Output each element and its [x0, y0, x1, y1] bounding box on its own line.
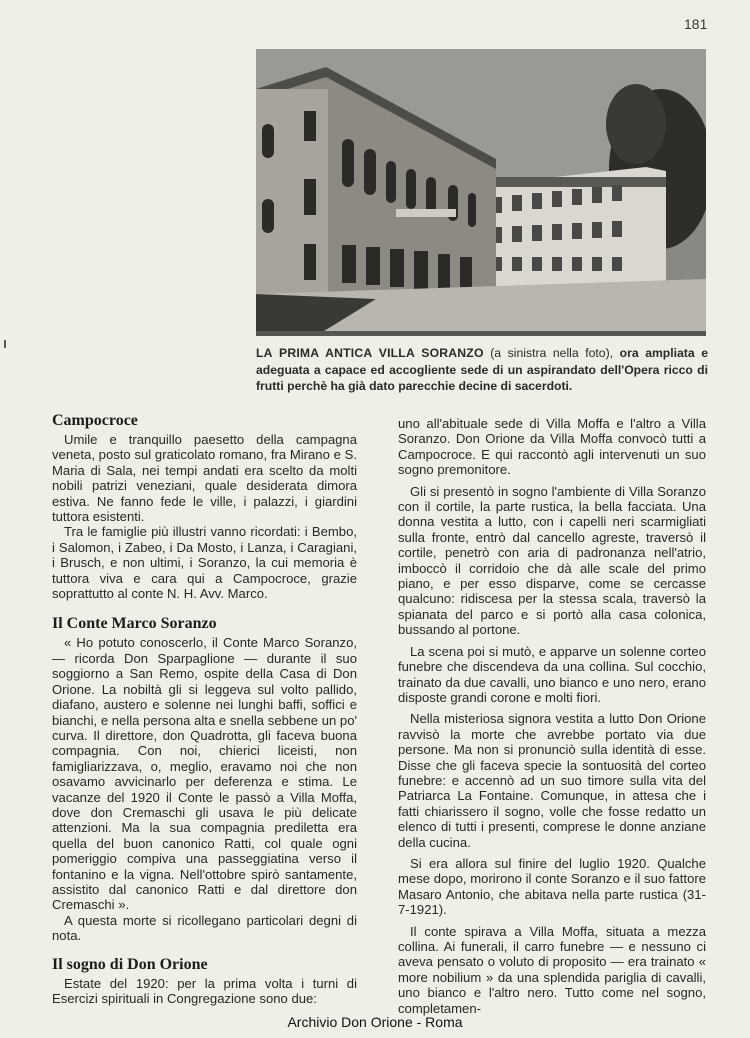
right-paragraph-4: Nella misteriosa signora vestita a lutto Don Orione ravvisò la morte che avrebbe portato via due persone. Ma non si pronunciò sulla identità di esse. Disse che gli faceva specie la sontuosità del corteo funebre: e accennò ad un suo timore sulla vita del Patriarca La Fontaine. Comunque, in attesa che i fatti chiarissero il sogno, volle che fosse redatto un elenco di tutti i presenti, comprese le donne anziane della cucina. [398, 711, 706, 850]
right-paragraph-1: uno all'abituale sede di Villa Moffa e l'altro a Villa Soranzo. Don Orione da Villa Moffa convocò tutti a Campocroce. E qui raccontò agli intervenuti un suo sogno premonitore. [398, 416, 706, 478]
heading-sogno-don-orione: Il sogno di Don Orione [52, 955, 208, 973]
archive-footer: Archivio Don Orione - Roma [287, 1014, 463, 1030]
sogno-paragraph-1: Estate del 1920: per la prima volta i turni di Esercizi spirituali in Congregazione sono due: [52, 975, 357, 1006]
left-column [52, 410, 357, 1006]
campocroce-paragraph-1: Umile e tranquillo paesetto della campagna veneta, posto sul graticolato romano, fra Mirano e S. Maria di Sala, nei tempi andati era scelto da molti nobili patrizi veneziani, quale desiderata dimora estiva. Ne fanno fede le ville, i palazzi, i giardini tuttora esistenti. [52, 432, 357, 525]
campocroce-paragraph-2: Tra le famiglie più illustri vanno ricordati: i Bembo, i Salomon, i Zabeo, i Da Mosto, i Lanza, i Caragiani, i Brusch, e non ultimi, i Soranzo, la cui memoria è tuttora viva e cara qui a Campocroce, grazie soprattutto al conte N. H. Avv. Marco. [52, 524, 357, 602]
right-paragraph-6: Il conte spirava a Villa Moffa, situata a mezza collina. Ai funerali, il carro funebre — e nessuno ci aveva pensato o voluto di proposito — era trainato « more nobilium » da una splendida pariglia di cavalli, uno bianco e l'altro nero. Tutto come nel sogno, completamen- [398, 923, 706, 1016]
photo-caption [256, 345, 708, 395]
right-paragraph-5: Si era allora sul finire del luglio 1920. Qualche mese dopo, morirono il conte Soranzo e il suo fattore Masaro Antonio, che abitava nella parte rustica (31-7-1921). [398, 855, 706, 918]
right-paragraph-3: La scena poi si mutò, e apparve un solenne corteo funebre che discendeva da una collina. Sul cocchio, trainato da due cavalli, uno bianco e uno nero, erano disposte grandi corone e molti fiori. [398, 643, 706, 705]
conte-paragraph-2: A questa morte si ricollegano particolari degni di nota. [52, 912, 357, 944]
villa-photo [256, 49, 706, 336]
heading-campocroce: Campocroce [52, 412, 138, 429]
caption-body: ora ampliata e adeguata a capace ed accogliente sede di un aspirandato dell'Opera ricco di frutti perchè ha già dato parecchie decine di sacerdoti. [256, 346, 709, 393]
heading-conte-marco-soranzo: Il Conte Marco Soranzo [52, 615, 217, 633]
caption-title: LA PRIMA ANTICA VILLA SORANZO [256, 346, 484, 360]
caption-note: (a sinistra nella foto), [490, 346, 614, 360]
villa-photo-drawing [256, 49, 706, 336]
page-number: 181 [684, 16, 708, 32]
conte-paragraph-1: « Ho potuto conoscerlo, il Conte Marco Soranzo, — ricorda Don Sparpaglione — durante il suo soggiorno a San Remo, ospite della Casa di Don Orione. La nobiltà gli si leggeva sul volto pallido, diafano, austero e solenne nei lunghi baffi, soffici e bianchi, e nella persona alta e snella sebbene un po' curva. Il direttore, don Quadrotta, gli faceva buona compagnia. Con noi, chierici liceisti, non famigliarizzava, o, meglio, eravamo noi che non osavamo avvicinarlo per deferenza e stima. Le vacanze del 1920 il Conte le passò a Villa Moffa, dove don Cremaschi gli usava le più delicate attenzioni. Ma la sua compagnia prediletta era quella del buon canonico Ratti, col quale ogni pomeriggio compiva una passeggiatina verso il fontanino e la vigna. Nell'ottobre spirò santamente, assistito dal canonico Ratti e dal direttore don Cremaschi ». [52, 635, 357, 913]
right-paragraph-2: Gli si presentò in sogno l'ambiente di Villa Soranzo con il cortile, la parte rustica, la bella facciata. Una donna vestita a lutto, con i capelli neri scarmigliati sulla fronte, entrò dal cancello agreste, traversò il cortile, penetrò con aria di padronanza nell'atrio, imboccò il corridoio che dà alle scale del primo piano, e per esso disparve, come se cercasse qualcuno: ridiscesa per la stessa scala, traversò la spianata del parco e si portò alla casa colonica, bussando al portone. [398, 483, 706, 638]
right-column [398, 416, 706, 1016]
margin-mark [4, 340, 6, 348]
